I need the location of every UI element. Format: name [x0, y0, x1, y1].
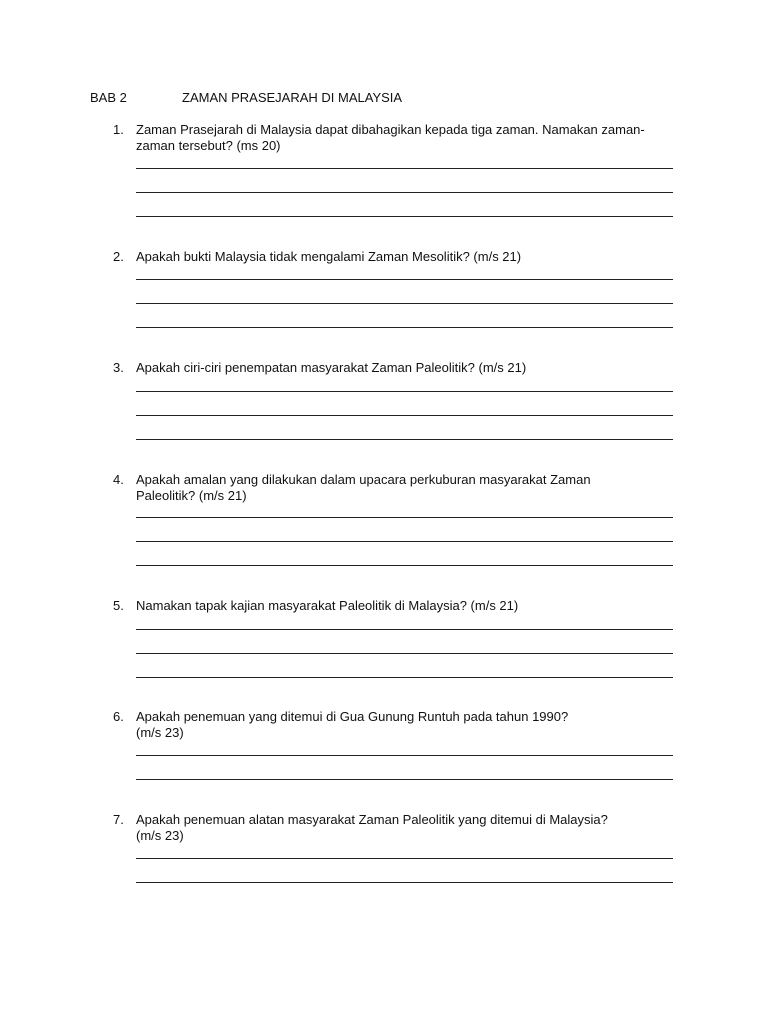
question-number: 1. — [113, 122, 124, 137]
answer-line[interactable] — [136, 541, 673, 542]
answer-line[interactable] — [136, 439, 673, 440]
question-text-line: Zaman Prasejarah di Malaysia dapat dibahagikan kepada tiga zaman. Namakan zaman- — [136, 122, 645, 137]
answer-line[interactable] — [136, 653, 673, 654]
question-text-line: Apakah ciri-ciri penempatan masyarakat Zaman Paleolitik? (m/s 21) — [136, 360, 527, 375]
question-text-line: Paleolitik? (m/s 21) — [136, 488, 247, 503]
answer-line[interactable] — [136, 858, 673, 859]
answer-line[interactable] — [136, 882, 673, 883]
question-number: 5. — [113, 598, 124, 613]
answer-line[interactable] — [136, 677, 673, 678]
chapter-title: ZAMAN PRASEJARAH DI MALAYSIA — [182, 90, 403, 105]
question-text — [136, 812, 682, 844]
question-text — [136, 249, 682, 265]
question-text-line: Apakah penemuan yang ditemui di Gua Gunung Runtuh pada tahun 1990? — [136, 709, 569, 724]
question-text-line: (m/s 23) — [136, 828, 184, 843]
answer-line[interactable] — [136, 279, 673, 280]
answer-line[interactable] — [136, 779, 673, 780]
answer-line[interactable] — [136, 391, 673, 392]
question-text — [136, 598, 682, 614]
answer-line[interactable] — [136, 565, 673, 566]
answer-line[interactable] — [136, 303, 673, 304]
answer-line[interactable] — [136, 517, 673, 518]
question-text-line: Apakah amalan yang dilakukan dalam upacara perkuburan masyarakat Zaman — [136, 472, 591, 487]
answer-line[interactable] — [136, 168, 673, 169]
question-number: 7. — [113, 812, 124, 827]
question-text-line: Apakah bukti Malaysia tidak mengalami Zaman Mesolitik? (m/s 21) — [136, 249, 522, 264]
question-text-line: zaman tersebut? (ms 20) — [136, 138, 281, 153]
question-number: 4. — [113, 472, 124, 487]
answer-line[interactable] — [136, 192, 673, 193]
question-text — [136, 472, 682, 504]
answer-line[interactable] — [136, 415, 673, 416]
question-text — [136, 709, 682, 741]
question-text — [136, 122, 682, 154]
question-number: 6. — [113, 709, 124, 724]
answer-line[interactable] — [136, 629, 673, 630]
question-number: 2. — [113, 249, 124, 264]
answer-line[interactable] — [136, 327, 673, 328]
question-text-line: (m/s 23) — [136, 725, 184, 740]
question-number: 3. — [113, 360, 124, 375]
question-text — [136, 360, 682, 376]
question-text-line: Namakan tapak kajian masyarakat Paleolitik di Malaysia? (m/s 21) — [136, 598, 519, 613]
question-text-line: Apakah penemuan alatan masyarakat Zaman Paleolitik yang ditemui di Malaysia? — [136, 812, 608, 827]
answer-line[interactable] — [136, 216, 673, 217]
chapter-number: BAB 2 — [90, 90, 127, 105]
answer-line[interactable] — [136, 755, 673, 756]
